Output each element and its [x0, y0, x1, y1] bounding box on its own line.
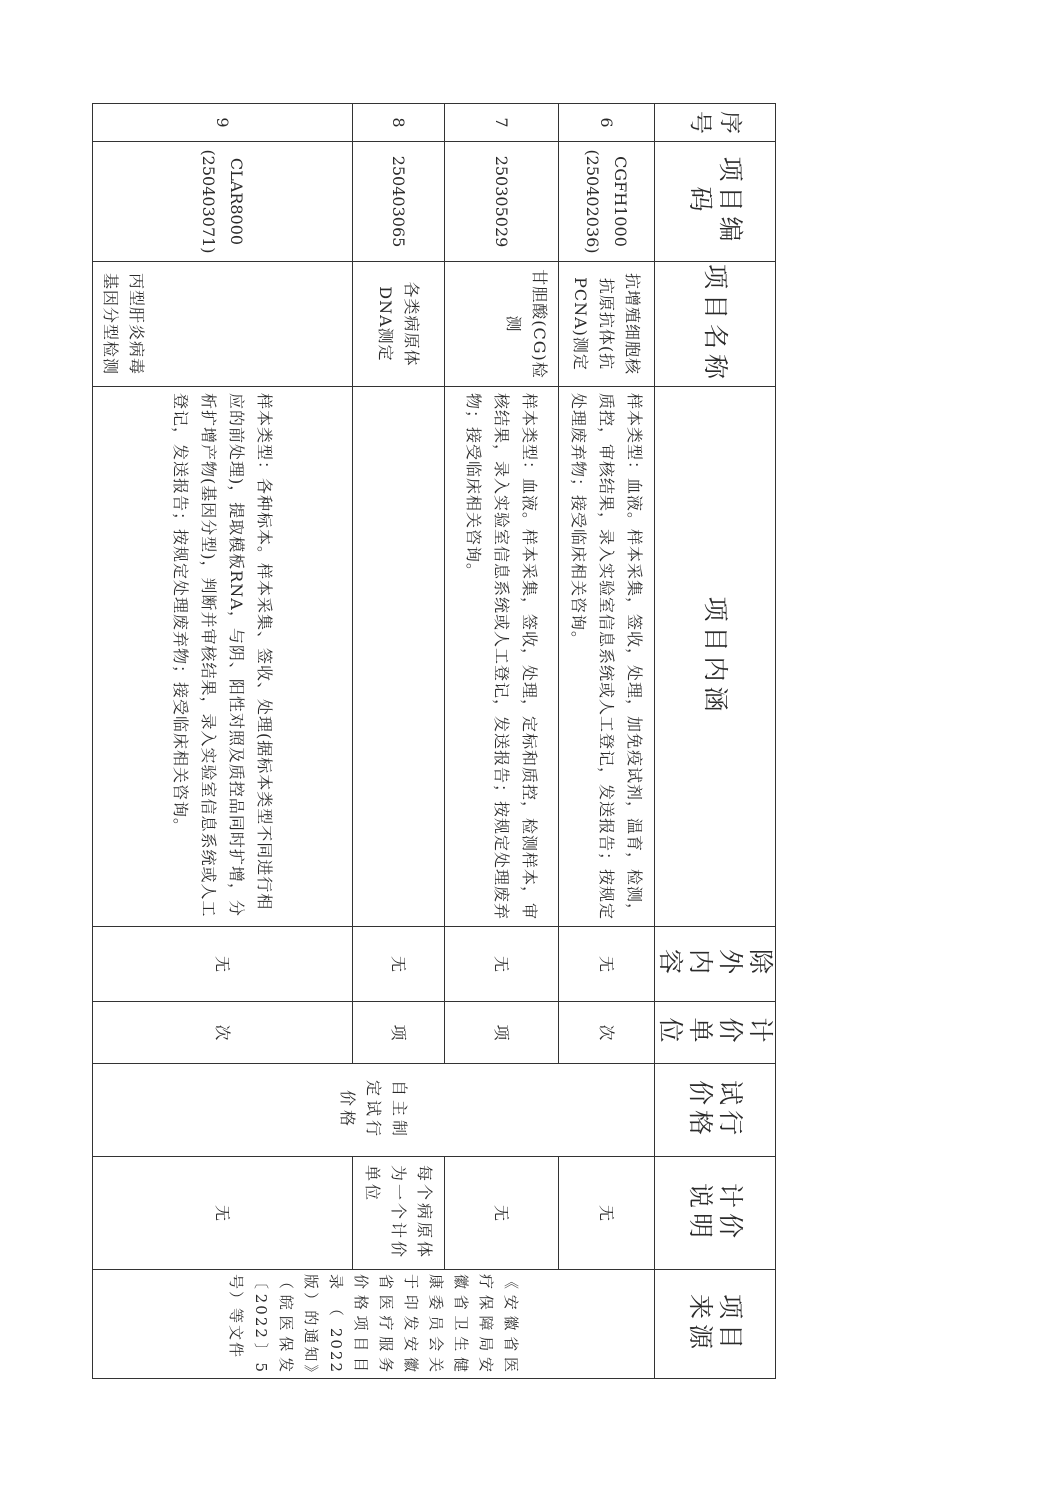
cell-excluded: 无 [93, 927, 353, 1002]
table-row [93, 104, 353, 1379]
cell-unit: 次 [559, 1002, 655, 1064]
header-excluded: 除外内容 [655, 927, 776, 1002]
cell-code [353, 142, 445, 262]
table-row [559, 104, 655, 1379]
code-text: CGFH1000 (250402036) [583, 149, 631, 254]
pricing-table [92, 103, 776, 1379]
cell-note: 无 [93, 1157, 353, 1270]
cell-note: 每个病原体为一个计价单位 [353, 1157, 445, 1270]
header-content: 项目内涵 [655, 387, 776, 927]
cell-source: 《安徽省医疗保障局安徽省卫生健康委员会关于印发安徽省医疗服务价格项目目录（2022版）的通知》（皖医保发〔2022〕5号）等文件 [93, 1270, 655, 1379]
cell-code [445, 142, 559, 262]
header-code: 项目编码 [655, 142, 776, 262]
rotated-page [101, 103, 776, 1378]
cell-unit: 项 [353, 1002, 445, 1064]
code-text: CLAR8000 (250403071) [199, 149, 247, 254]
cell-name: 丙型肝炎病毒基因分型检测 [93, 262, 353, 387]
cell-excluded: 无 [353, 927, 445, 1002]
header-name: 项目名称 [655, 262, 776, 387]
header-unit: 计价单位 [655, 1002, 776, 1064]
cell-seq: 9 [93, 104, 353, 142]
code-text: 250403065 [389, 155, 409, 248]
cell-note: 无 [445, 1157, 559, 1270]
header-seq: 序号 [655, 104, 776, 142]
cell-name: 各类病原体DNA测定 [353, 262, 445, 387]
cell-content: 样本类型：血液。样本采集，签收，处理，定标和质控，检测样本，审核结果，录入实验室信息系统或人工登记，发送报告；按规定处理废弃物；接受临床相关咨询。 [445, 387, 559, 927]
table-row [445, 104, 559, 1379]
table-header-row [655, 104, 776, 1379]
cell-seq: 8 [353, 104, 445, 142]
cell-note: 无 [559, 1157, 655, 1270]
cell-unit: 项 [445, 1002, 559, 1064]
cell-seq: 6 [559, 104, 655, 142]
cell-seq: 7 [445, 104, 559, 142]
cell-content: 样本类型：各种标本。样本采集、签收、处理(据标本类型不同进行相应的前处理)，提取模板RNA，与阴、阳性对照及质控品同时扩增，分析扩增产物(基因分型)，判断并审核结果，录入实验室信息系统或人工登记，发送报告；按规定处理废弃物；接受临床相关咨询。 [93, 387, 353, 927]
cell-content [353, 387, 445, 927]
pricing-table-container [101, 103, 776, 1378]
header-trial-price: 试行价格 [655, 1064, 776, 1157]
cell-content: 样本类型：血液。样本采集，签收，处理，加免疫试剂，温育，检测，质控，审核结果，录入实验室信息系统或人工登记，发送报告；按规定处理废弃物；接受临床相关咨询。 [559, 387, 655, 927]
cell-unit: 次 [93, 1002, 353, 1064]
cell-code [559, 142, 655, 262]
code-text: 250305029 [492, 155, 512, 248]
cell-name: 抗增殖细胞核抗原抗体(抗PCNA)测定 [559, 262, 655, 387]
cell-code [93, 142, 353, 262]
cell-trial-price: 自主制定试行价格 [93, 1064, 655, 1157]
table-row [353, 104, 445, 1379]
header-note: 计价说明 [655, 1157, 776, 1270]
cell-name: 甘胆酸(CG)检测 [445, 262, 559, 387]
cell-excluded: 无 [445, 927, 559, 1002]
cell-excluded: 无 [559, 927, 655, 1002]
header-source: 项目来源 [655, 1270, 776, 1379]
